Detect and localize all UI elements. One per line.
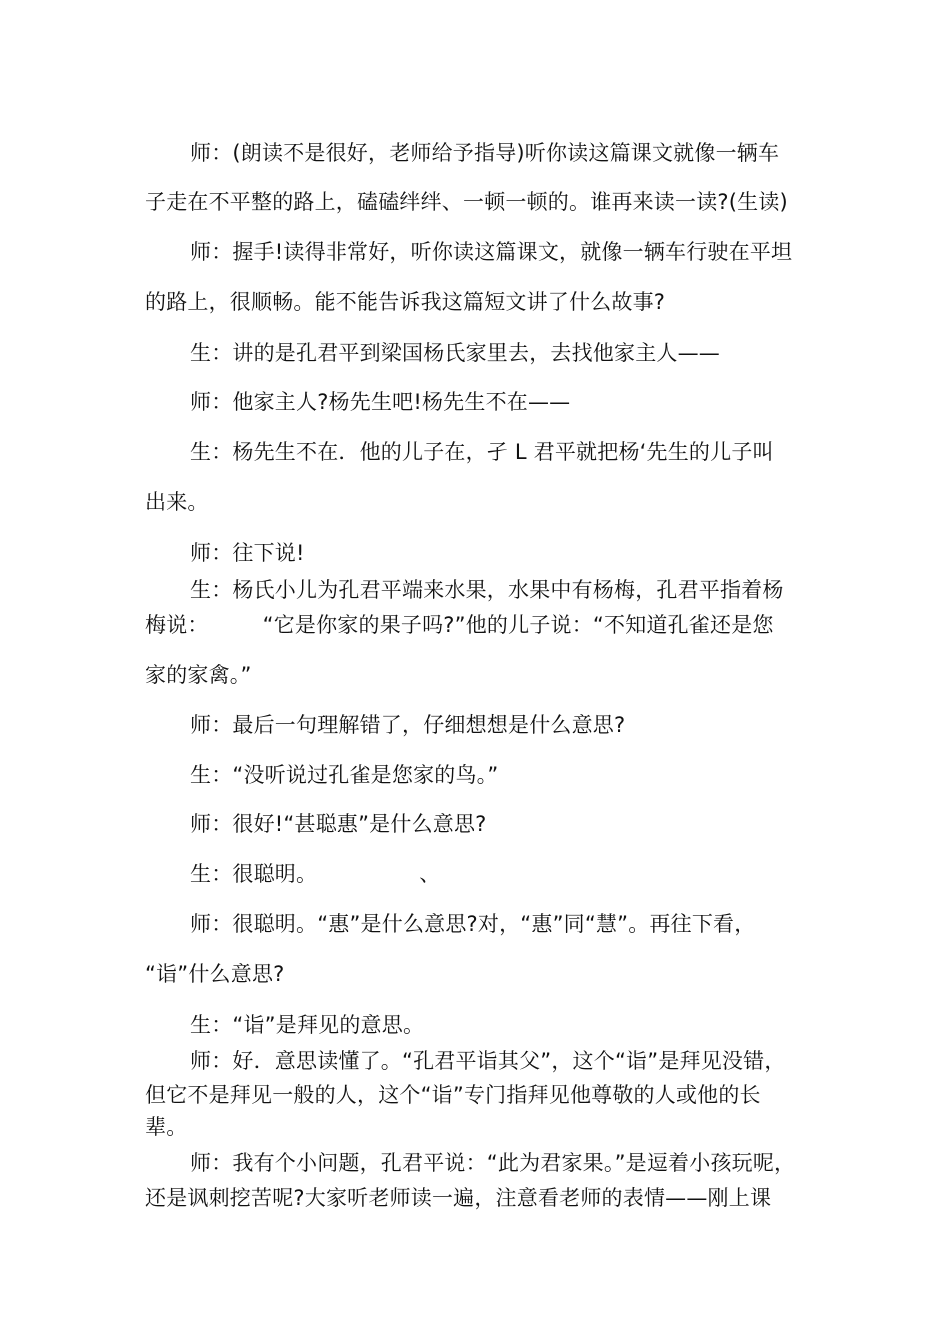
text-fragment: 、 (419, 862, 441, 886)
text-line: “诣”什么意思? (145, 962, 285, 986)
text-fragment: 生：很聪明。 (190, 862, 318, 886)
text-line: 生：杨氏小儿为孔君平端来水果，水果中有杨梅，孔君平指着杨 (190, 578, 784, 602)
text-line: 师：他家主人?杨先生吧!杨先生不在—— (190, 390, 571, 414)
text-line: 生：“没听说过孔雀是您家的鸟。” (190, 763, 499, 787)
text-line: 师：好．意思读懂了。“孔君平诣其父”，这个“诣”是拜见没错， (190, 1049, 786, 1073)
text-line: 师：握手!读得非常好，听你读这篇课文，就像一辆车行驶在平坦 (190, 240, 793, 264)
text-line: 但它不是拜见一般的人，这个“诣”专门指拜见他尊敬的人或他的长 (145, 1083, 761, 1107)
text-line: 师：我有个小问题，孔君平说：“此为君家果。”是逗着小孩玩呢， (190, 1151, 796, 1175)
text-line: 生：“诣”是拜见的意思。 (190, 1013, 425, 1037)
text-line: 家的家禽。” (145, 663, 252, 687)
text-line: 的路上，很顺畅。能不能告诉我这篇短文讲了什么故事? (145, 290, 666, 314)
text-line: 师：很聪明。“惠”是什么意思?对，“惠”同“慧”。再往下看， (190, 912, 756, 936)
text-line (190, 858, 440, 888)
text-line: 师：很好!“甚聪惠”是什么意思? (190, 812, 487, 836)
text-line: 子走在不平整的路上，磕磕绊绊、一顿一顿的。谁再来读一读?(生读) (145, 190, 788, 214)
text-line (145, 609, 774, 639)
text-fragment: “它是你家的果子吗?”他的儿子说：“不知道孔雀还是您 (262, 613, 774, 637)
text-line: 辈。 (145, 1115, 188, 1139)
text-line: 生：杨先生不在．他的儿子在，孑 L 君平就把杨‘先生的儿子叫 (190, 440, 774, 464)
text-line: 出来。 (145, 490, 209, 514)
text-line: 生：讲的是孔君平到梁国杨氏家里去，去找他家主人—— (190, 341, 720, 365)
text-line: 师：(朗读不是很好，老师给予指导)听你读这篇课文就像一辆车 (190, 141, 780, 165)
text-line: 师：最后一句理解错了，仔细想想是什么意思? (190, 713, 626, 737)
text-fragment: 梅说： (145, 613, 209, 637)
text-line: 师：往下说! (190, 541, 305, 565)
text-line: 还是讽刺挖苦呢?大家听老师读一遍，注意看老师的表情——刚上课 (145, 1186, 772, 1210)
